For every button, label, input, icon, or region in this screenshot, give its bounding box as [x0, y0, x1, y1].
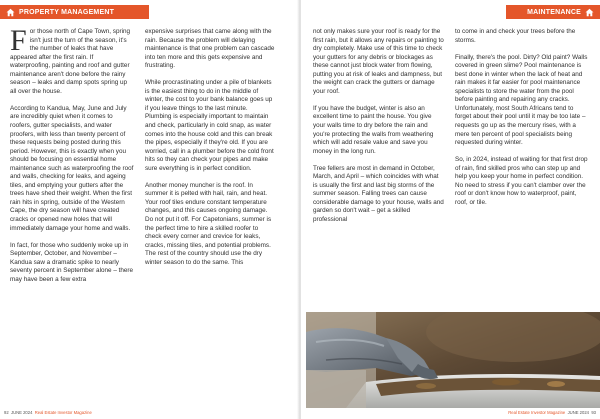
article-paragraph: Another money muncher is the roof. In summer it is pelted with hail, rain, and heat. Your roof tiles endure constant temperature changes, and this causes ongoing damage. Do not put it off. For Capetonians, summer is the perfect time to hire a skilled roofer to check every corner and crevice for leaks, cracks, missing tiles, and potential problems. The rest of the country should use the dry winter season to do the same. This — [145, 181, 272, 266]
page-number-right: 93 — [591, 410, 596, 415]
section-header-left — [0, 5, 149, 19]
article-paragraph: If you have the budget, winter is also an excellent time to paint the house. You give your walls time to dry before the rain and you're protecting the walls from weathering which will add resale value and save you money in the long run. — [313, 104, 434, 155]
article-paragraph: While procrastinating under a pile of blankets is the easiest thing to do in the middle of winter, the cost to your bank balance goes up if you leave things to the last minute. Plumbing is especially important to maintain and check, particularly in cold snap, as water comes into the house cold and this can break the pipes, especially if they're old. If you are worried, call in a plumber before the cold front hits so they can check your pipes and make sure everything is in perfect condition. — [145, 79, 274, 172]
photo-illustration — [306, 312, 600, 408]
magazine-name-right: Real Estate Investor Magazine — [508, 410, 566, 415]
article-paragraph: According to Kandua, May, June and July are incredibly quiet when it comes to roofers, gutter specialists, and water proofers, with less than twenty percent of these requests being posted during this period. However, this is exactly when you should be focusing on essential home maintenance such as waterproofing the roof and walls, checking for leaks, and ageing tiles, and emptying your gutters after the trees have shed their weight. When the first rain hits in spring, outside of the Western Cape, the dry season will have created cracks or opened new holes that will immediately damage your home and walls. — [10, 104, 134, 232]
gutter-cleaning-photo — [306, 312, 600, 408]
house-icon — [585, 8, 594, 17]
section-title-right: MAINTENANCE — [527, 8, 581, 16]
left-page — [0, 0, 299, 419]
article-paragraph: Finally, there's the pool. Dirty? Old paint? Walls covered in green slime? Pool maintenance is best done in winter when the lack of heat and rain makes it far easier for pool maintenance specialists to store the water from the pool before painting and repairing any cracks. Unfortunately, most South Africans tend to forget about their pool until it may be too late – requests go up as the mercury rises, with a mere ten percent of pool specialists being requested during winter. — [455, 53, 588, 147]
article-column-2 — [145, 28, 275, 276]
article-paragraph: expensive surprises that came along with the rain. Because the problem will delaying maintenance is that one problem can cascade into ten more and this gets expensive and frustrating. — [145, 28, 275, 70]
article-paragraph: Tree fellers are most in demand in October, March, and April – which coincides with what is usually the first and last big storms of the summer season. Falling trees can cause considerable damage to your house, walls and garden so don't wait – get a skilled professional — [313, 164, 444, 224]
article-paragraph: to come in and check your trees before the storms. — [455, 28, 576, 44]
magazine-name-left: Real Estate Investor Magazine — [34, 410, 92, 415]
footer-left — [4, 410, 92, 415]
issue-date-right: JUNE 2024 — [567, 410, 589, 415]
section-header-right — [506, 5, 600, 19]
issue-date-left: JUNE 2024 — [11, 410, 33, 415]
article-column-4 — [455, 28, 589, 216]
article-column-3 — [313, 28, 444, 233]
article-paragraph: So, in 2024, instead of waiting for that first drop of rain, find skilled pros who can step up and help you keep your home in perfect condition. No need to stress if you can't clamber over the roof or don't know how to waterproof, paint, roof, or tile. — [455, 156, 588, 206]
house-icon — [6, 8, 15, 17]
article-paragraph: not only makes sure your roof is ready for the first rain, but it allows any repairs or painting to dry completely. Make use of this time to check your gutters for any debris or blockages as these cannot just block water from flowing, putting you at risk of leaks and dampness, but the weight can crack the gutters or damage your roof. — [313, 28, 444, 95]
article-paragraph: For those north of Cape Town, spring isn't just the turn of the season, it's the number of leaks that have appeared after the first rain. If waterproofing, painting and roof and gutter maintenance aren't done before the rainy season – leaks and damp spots spring up all over the house. — [10, 24, 131, 95]
article-paragraph: In fact, for those who suddenly woke up in September, October, and November – Kandua saw a dramatic spike to nearly seventy percent in September alone – there may have been a few extra — [10, 241, 134, 283]
page-number-left: 92 — [4, 410, 9, 415]
section-title-left: PROPERTY MANAGEMENT — [19, 8, 115, 16]
footer-right — [508, 410, 596, 415]
article-column-1 — [10, 24, 134, 293]
drop-cap: F — [10, 24, 27, 57]
